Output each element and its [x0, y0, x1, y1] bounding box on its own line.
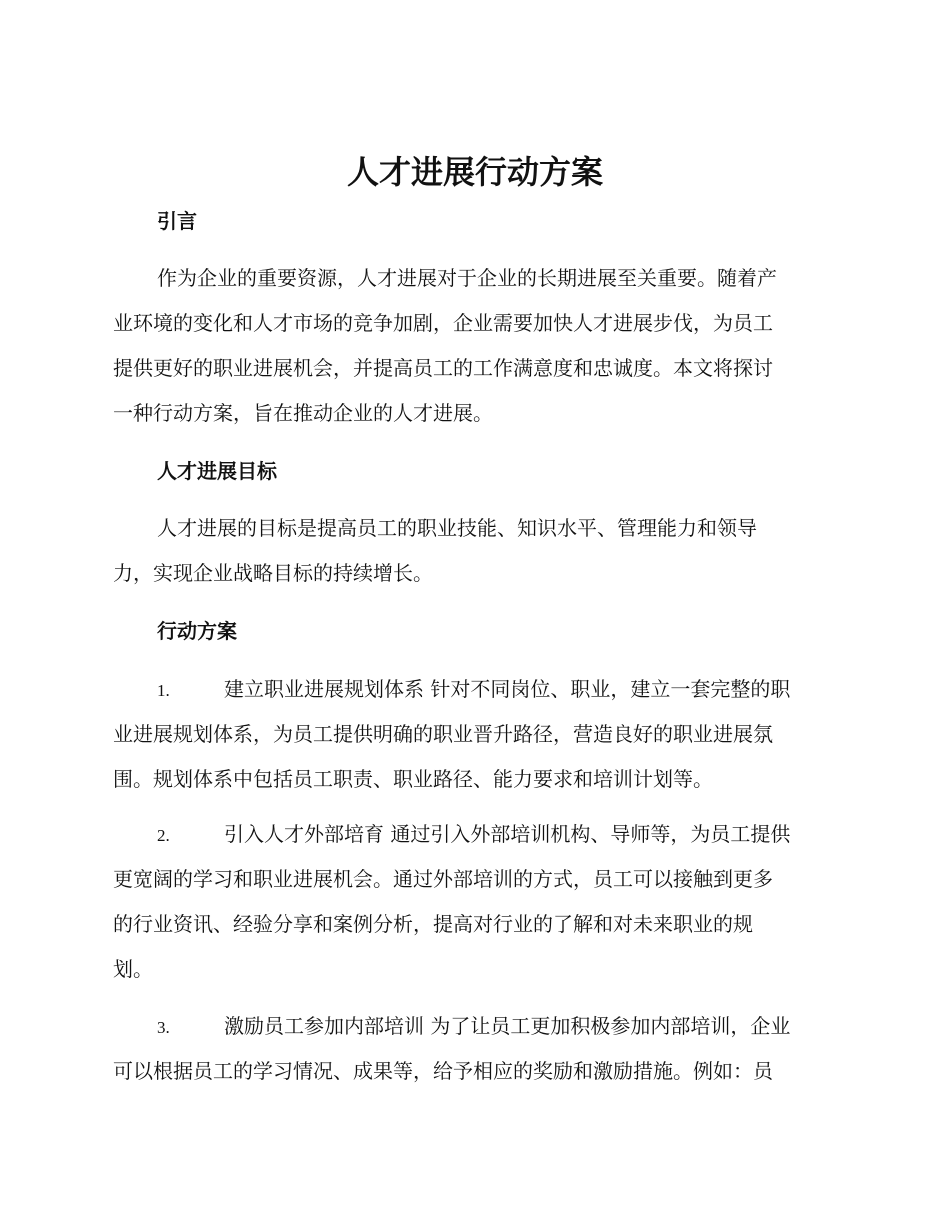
- paragraph-line: 可以根据员工的学习情况、成果等，给予相应的奖励和激励措施。例如：员: [113, 1059, 773, 1083]
- paragraph-line: 围。规划体系中包括员工职责、职业路径、能力要求和培训计划等。: [113, 767, 713, 791]
- paragraph-line: 力，实现企业战略目标的持续增长。: [113, 561, 433, 585]
- paragraph-line: 人才进展的目标是提高员工的职业技能、知识水平、管理能力和领导: [157, 516, 757, 540]
- list-item-number: 2.: [157, 826, 170, 845]
- list-item-number: 1.: [157, 681, 170, 700]
- section-heading-plan: 行动方案: [157, 619, 237, 643]
- paragraph-goals: [113, 506, 841, 596]
- paragraph-line: 业进展规划体系，为员工提供明确的职业晋升路径，营造良好的职业进展氛: [113, 722, 773, 746]
- list-item-first-line: [113, 667, 841, 712]
- paragraph-intro: [113, 256, 841, 436]
- list-item: [113, 1004, 841, 1094]
- paragraph-line: 业环境的变化和人才市场的竞争加剧，企业需要加快人才进展步伐，为员工: [113, 311, 773, 335]
- list-item-text: 建立职业进展规划体系 针对不同岗位、职业，建立一套完整的职: [224, 677, 791, 701]
- paragraph-line: 提供更好的职业进展机会，并提高员工的工作满意度和忠诚度。本文将探讨: [113, 356, 773, 380]
- section-heading-goals: 人才进展目标: [157, 459, 277, 483]
- list-item: [113, 812, 841, 992]
- paragraph-line: 划。: [113, 957, 153, 981]
- paragraph-line: 一种行动方案，旨在推动企业的人才进展。: [113, 401, 493, 425]
- list-item-first-line: [113, 1004, 841, 1049]
- list-item-number: 3.: [157, 1018, 170, 1037]
- paragraph-line: 作为企业的重要资源，人才进展对于企业的长期进展至关重要。随着产: [157, 266, 777, 290]
- list-item: [113, 667, 841, 802]
- list-item-first-line: [113, 812, 841, 857]
- paragraph-line: 的行业资讯、经验分享和案例分析，提高对行业的了解和对未来职业的规: [113, 912, 753, 936]
- paragraph-line: 更宽阔的学习和职业进展机会。通过外部培训的方式，员工可以接触到更多: [113, 867, 773, 891]
- section-heading-intro: 引言: [157, 209, 197, 233]
- document-title: 人才进展行动方案: [346, 153, 603, 191]
- list-item-text: 激励员工参加内部培训 为了让员工更加积极参加内部培训，企业: [224, 1014, 791, 1038]
- list-item-text: 引入人才外部培育 通过引入外部培训机构、导师等，为员工提供: [224, 822, 791, 846]
